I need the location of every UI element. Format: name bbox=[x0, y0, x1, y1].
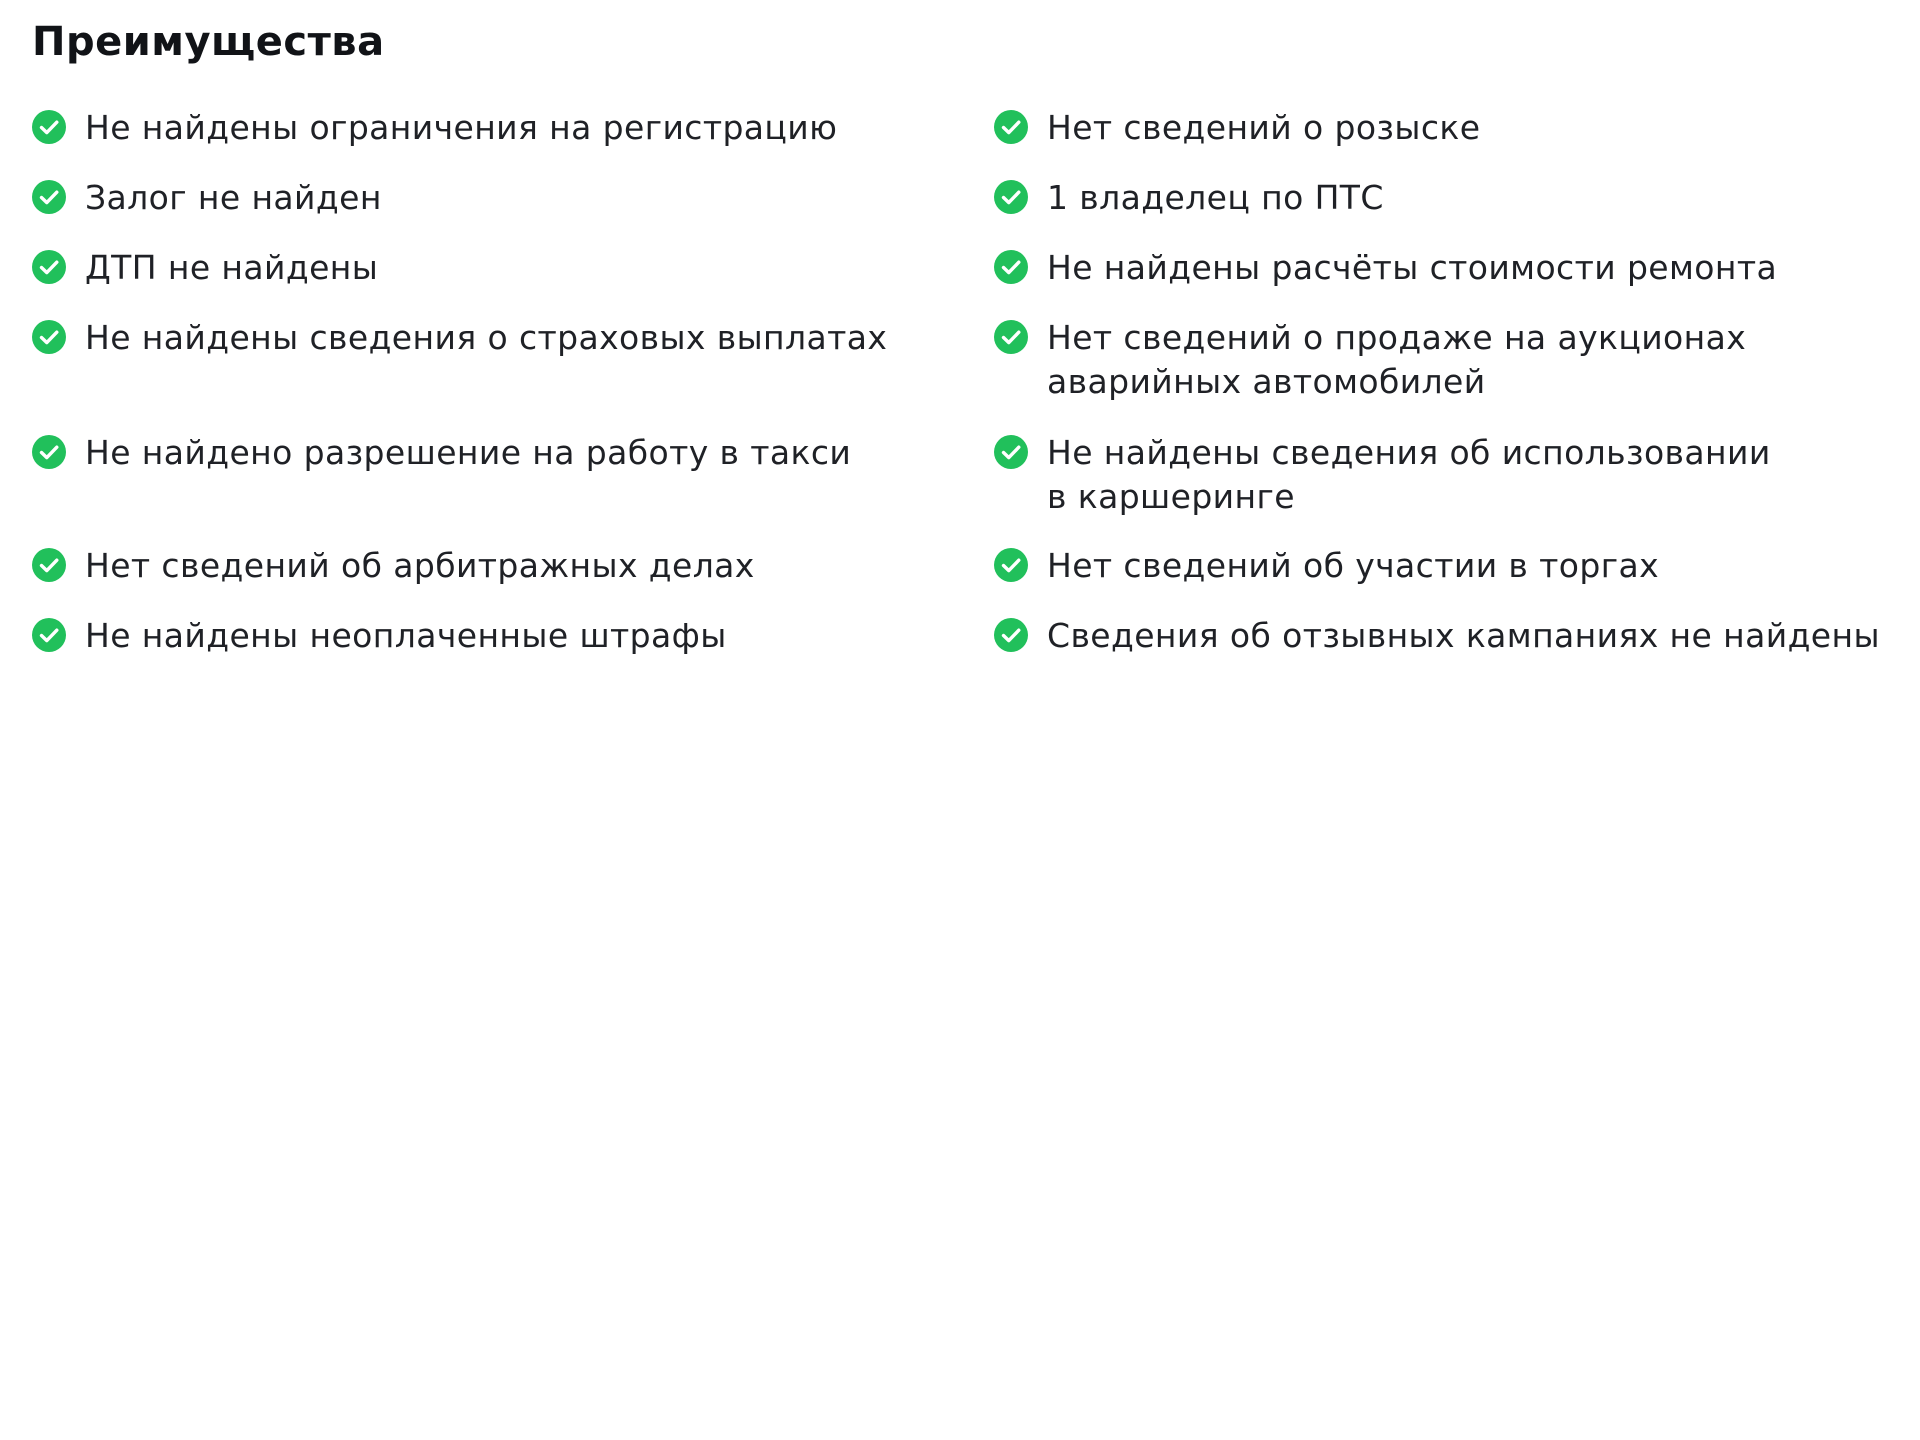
advantage-item bbox=[32, 246, 994, 316]
advantage-label: Не найдены сведения о страховых выплатах bbox=[85, 318, 888, 357]
advantage-item bbox=[32, 431, 994, 544]
advantage-item bbox=[32, 106, 994, 176]
advantage-label: Не найдены расчёты стоимости ремонта bbox=[1047, 248, 1778, 287]
advantage-label: Нет сведений об арбитражных делах bbox=[85, 546, 755, 585]
advantages-list bbox=[32, 106, 1912, 684]
advantage-item bbox=[994, 316, 1894, 431]
advantage-item bbox=[994, 106, 1894, 176]
check-circle-icon bbox=[994, 618, 1028, 652]
check-circle-icon bbox=[994, 180, 1028, 214]
check-circle-icon bbox=[32, 180, 66, 214]
check-circle-icon bbox=[994, 250, 1028, 284]
check-circle-icon bbox=[32, 320, 66, 354]
advantage-item bbox=[994, 544, 1894, 614]
advantage-label: Нет сведений о розыске bbox=[1047, 108, 1481, 147]
advantage-label: Не найдены неоплаченные штрафы bbox=[85, 616, 727, 655]
check-circle-icon bbox=[32, 548, 66, 582]
check-circle-icon bbox=[994, 548, 1028, 582]
check-circle-icon bbox=[32, 250, 66, 284]
advantage-item bbox=[32, 176, 994, 246]
advantage-item bbox=[994, 614, 1894, 684]
advantage-item bbox=[994, 431, 1894, 544]
advantage-label: Не найдены сведения об использовании в каршеринге bbox=[1047, 433, 1771, 516]
advantage-label: Не найдено разрешение на работу в такси bbox=[85, 433, 852, 472]
check-circle-icon bbox=[32, 110, 66, 144]
check-circle-icon bbox=[32, 618, 66, 652]
check-circle-icon bbox=[994, 435, 1028, 469]
advantages-section bbox=[32, 14, 1912, 684]
advantage-item bbox=[32, 614, 994, 684]
advantage-label: 1 владелец по ПТС bbox=[1047, 178, 1384, 217]
check-circle-icon bbox=[994, 320, 1028, 354]
advantage-item bbox=[994, 176, 1894, 246]
check-circle-icon bbox=[32, 435, 66, 469]
advantage-label: ДТП не найдены bbox=[85, 248, 379, 287]
advantage-label: Сведения об отзывных кампаниях не найдены bbox=[1047, 616, 1880, 655]
advantage-label: Нет сведений об участии в торгах bbox=[1047, 546, 1660, 585]
advantage-label: Залог не найден bbox=[85, 178, 382, 217]
advantage-item bbox=[32, 316, 994, 431]
advantage-item bbox=[32, 544, 994, 614]
advantage-label: Не найдены ограничения на регистрацию bbox=[85, 108, 838, 147]
advantage-item bbox=[994, 246, 1894, 316]
advantage-label: Нет сведений о продаже на аукционах аварийных автомобилей bbox=[1047, 318, 1747, 401]
section-title: Преимущества bbox=[32, 19, 385, 65]
check-circle-icon bbox=[994, 110, 1028, 144]
